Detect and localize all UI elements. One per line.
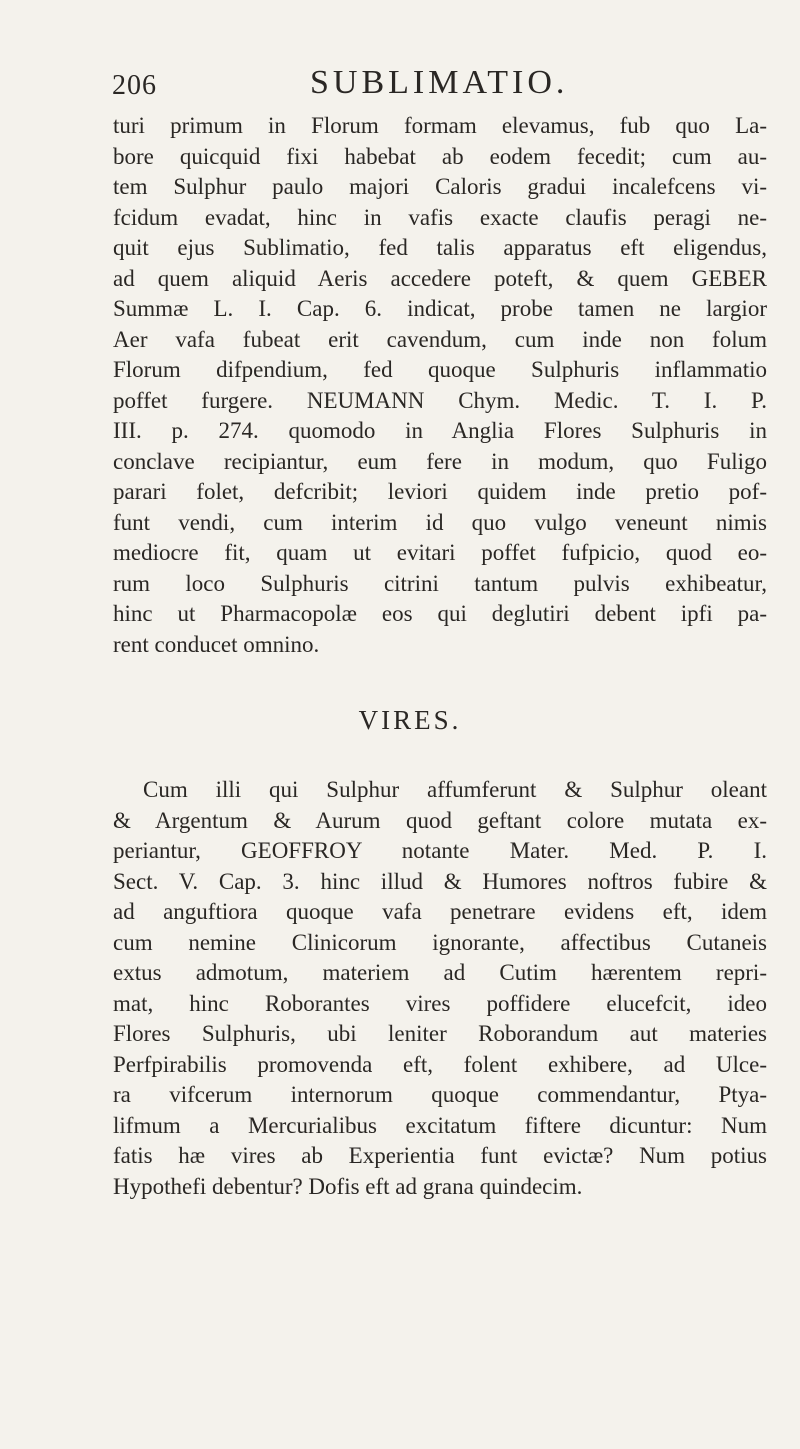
- text-line: extus admotum, materiem ad Cutim hærentem repri-: [113, 960, 767, 985]
- text-line: Perfpirabilis promovenda eft, folent exhibere, ad Ulce-: [113, 1051, 767, 1077]
- text-line: Sect. V. Cap. 3. hinc illud & Humores noftros fubire &: [113, 868, 767, 894]
- running-title: SUBLIMATIO.: [310, 64, 569, 101]
- text-line: tem Sulphur paulo majori Caloris gradui incalefcens vi-: [113, 174, 767, 199]
- text-line: rent conducet omnino.: [113, 631, 320, 657]
- text-line: Hypothefi debentur? Dofis eft ad grana quindecim.: [113, 1173, 583, 1199]
- text-line: mat, hinc Roborantes vires poffidere elucefcit, ideo: [113, 990, 767, 1016]
- text-line: III. p. 274. quomodo in Anglia Flores Sulphuris in: [113, 418, 767, 443]
- text-line: ad anguftiora quoque vafa penetrare evidens eft, idem: [113, 899, 767, 924]
- text-line: turi primum in Florum formam elevamus, fub quo La-: [113, 113, 767, 138]
- text-line: rum loco Sulphuris citrini tantum pulvis exhibeatur,: [113, 570, 767, 596]
- text-line: cum nemine Clinicorum ignorante, affectibus Cutaneis: [113, 929, 767, 955]
- text-line: quit ejus Sublimatio, fed talis apparatus eft eligendus,: [113, 235, 767, 260]
- text-line: poffet furgere. NEUMANN Chym. Medic. T. I. P.: [113, 387, 767, 413]
- text-line: Florum difpendium, fed quoque Sulphuris inflammatio: [113, 357, 767, 382]
- text-line: lifmum a Mercurialibus excitatum fiftere dicuntur: Num: [113, 1112, 767, 1138]
- text-line: Summæ L. I. Cap. 6. indicat, probe tamen ne largior: [113, 296, 767, 321]
- text-line: fcidum evadat, hinc in vafis exacte claufis peragi ne-: [113, 204, 767, 230]
- paragraph-vires: [113, 775, 767, 1202]
- page-header: [0, 62, 800, 112]
- text-line: Flores Sulphuris, ubi leniter Roborandum aut materies: [113, 1021, 767, 1046]
- text-line: ra vifcerum internorum quoque commendantur, Ptya-: [113, 1082, 767, 1107]
- text-line: parari folet, defcribit; leviori quidem inde pretio pof-: [113, 479, 767, 504]
- paragraph-sublimation: [113, 111, 767, 660]
- text-line: fatis hæ vires ab Experientia funt evictæ? Num potius: [113, 1143, 767, 1168]
- text-line: conclave recipiantur, eum fere in modum, quo Fuligo: [113, 448, 767, 474]
- text-line: hinc ut Pharmacopolæ eos qui deglutiri debent ipfi pa-: [113, 601, 767, 626]
- page-number: 206: [112, 70, 157, 101]
- text-line: ad quem aliquid Aeris accedere poteft, & quem GEBER: [113, 265, 767, 291]
- text-line: mediocre fit, quam ut evitari poffet fufpicio, quod eo-: [113, 540, 767, 565]
- text-line: & Argentum & Aurum quod geftant colore mutata ex-: [113, 807, 767, 833]
- section-heading: VIRES.: [358, 705, 462, 735]
- text-line: bore quicquid fixi habebat ab eodem fecedit; cum au-: [113, 143, 767, 169]
- text-line: Cum illi qui Sulphur affumferunt & Sulphur oleant: [143, 777, 767, 802]
- text-line: funt vendi, cum interim id quo vulgo veneunt nimis: [113, 509, 767, 535]
- text-line: Aer vafa fubeat erit cavendum, cum inde non folum: [113, 326, 767, 352]
- text-line: periantur, GEOFFROY notante Mater. Med. P. I.: [113, 838, 767, 863]
